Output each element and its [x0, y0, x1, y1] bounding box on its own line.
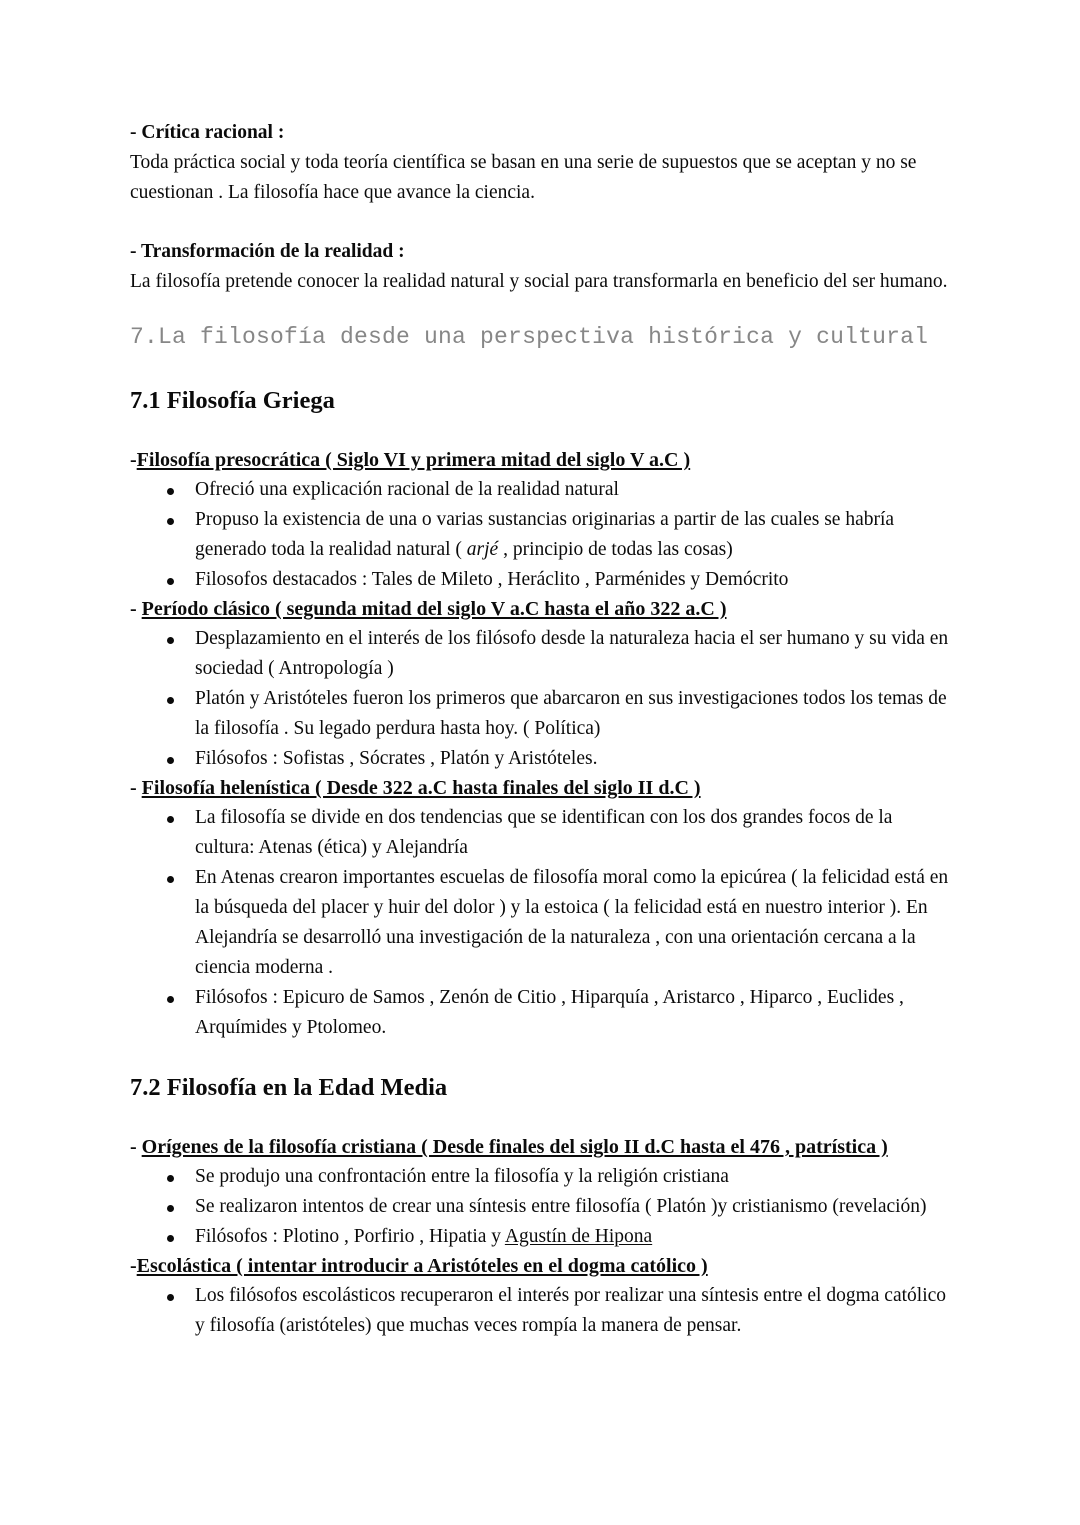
group-heading-text: Filosofía presocrática ( Siglo VI y primera mitad del siglo V a.C )	[136, 449, 691, 471]
bullet-text: Ofreció una explicación racional de la realidad natural	[195, 479, 619, 500]
bullet-list-origenes-cristiana	[130, 1162, 950, 1252]
group-heading-text: Orígenes de la filosofía cristiana ( Desde finales del siglo II d.C hasta el 476 , patrística )	[141, 1136, 888, 1158]
group-dash: -	[130, 598, 142, 620]
bullet-text: La filosofía se divide en dos tendencias que se identifican con los dos grandes focos de la cultura: Atenas (ética) y Alejandría	[195, 807, 893, 858]
bullet-text-tail: , principio de todas las cosas)	[498, 539, 733, 560]
list-item	[130, 475, 950, 505]
section-heading-7-2: 7.2 Filosofía en la Edad Media	[130, 1074, 448, 1101]
bullet-list-escolastica	[130, 1281, 950, 1341]
list-item	[130, 1162, 950, 1192]
bullet-text: Filósofos : Sofistas , Sócrates , Platón y Aristóteles.	[195, 748, 598, 769]
list-item	[130, 565, 950, 595]
list-item	[130, 1281, 950, 1341]
group-heading-presocratica	[130, 446, 950, 475]
group-heading-origenes-cristiana	[130, 1133, 950, 1162]
bullet-text: Se produjo una confrontación entre la filosofía y la religión cristiana	[195, 1166, 729, 1187]
bullet-text-italic: arjé	[466, 539, 499, 560]
bullet-list-helenistica	[130, 803, 950, 1043]
list-item	[130, 863, 950, 983]
list-item	[130, 684, 950, 744]
chapter-title: 7.La filosofía desde una perspectiva histórica y cultural	[130, 324, 929, 350]
bullet-text: Platón y Aristóteles fueron los primeros que abarcaron en sus investigaciones todos los temas de la filosofía . Su legado perdura hasta hoy. ( Política)	[195, 688, 947, 739]
group-dash: -	[130, 777, 142, 799]
spacer	[130, 417, 950, 446]
spacer	[130, 1043, 950, 1072]
group-heading-periodo-clasico	[130, 595, 950, 624]
group-dash: -	[130, 449, 137, 471]
list-item	[130, 624, 950, 684]
list-item	[130, 744, 950, 774]
group-heading-text: Filosofía helenística ( Desde 322 a.C hasta finales del siglo II d.C )	[141, 777, 701, 799]
list-item	[130, 983, 950, 1043]
group-heading-helenistica	[130, 774, 950, 803]
bullet-text: Los filósofos escolásticos recuperaron el interés por realizar una síntesis entre el dogma católico y filosofía (aristóteles) que muchas veces rompía la manera de pensar.	[195, 1285, 947, 1336]
group-dash: -	[130, 1136, 142, 1158]
spacer	[130, 297, 950, 319]
list-item	[130, 505, 950, 565]
bullet-text: Filósofos : Plotino , Porfirio , Hipatia y	[195, 1226, 505, 1247]
critica-racional-heading: - Crítica racional :	[130, 122, 285, 143]
group-heading-text: Escolástica ( intentar introducir a Aristóteles en el dogma católico )	[136, 1255, 708, 1277]
bullet-text: Filósofos : Epicuro de Samos , Zenón de Citio , Hiparquía , Aristarco , Hiparco , Euclides , Arquímides y Ptolomeo.	[195, 987, 904, 1038]
bullet-list-presocratica	[130, 475, 950, 595]
spacer	[130, 208, 950, 237]
document-body	[130, 118, 950, 1341]
bullet-text: Se realizaron intentos de crear una síntesis entre filosofía ( Platón )y cristianismo (revelación)	[195, 1196, 927, 1217]
bullet-text: Propuso la existencia de una o varias sustancias originarias a partir de las cuales se habría generado toda la realidad natural (	[195, 509, 895, 560]
spacer	[130, 1104, 950, 1133]
group-heading-text: Período clásico ( segunda mitad del siglo V a.C hasta el año 322 a.C )	[141, 598, 727, 620]
list-item	[130, 1222, 950, 1252]
bullet-text-underlined: Agustín de Hipona	[504, 1226, 653, 1247]
list-item	[130, 803, 950, 863]
transformacion-realidad-paragraph: La filosofía pretende conocer la realidad natural y social para transformarla en beneficio del ser humano.	[130, 271, 948, 292]
bullet-text: En Atenas crearon importantes escuelas de filosofía moral como la epicúrea ( la felicidad está en la búsqueda del placer y huir del dolor ) y la estoica ( la felicidad está en nuestro interior ). En Alejandría se desarrolló una investigación de la naturaleza , con una orientación cercana a la ciencia moderna .	[195, 867, 949, 978]
section-heading-7-1: 7.1 Filosofía Griega	[130, 387, 335, 414]
transformacion-realidad-heading: - Transformación de la realidad :	[130, 241, 405, 262]
critica-racional-paragraph: Toda práctica social y toda teoría científica se basan en una serie de supuestos que se aceptan y no se cuestionan . La filosofía hace que avance la ciencia.	[130, 152, 917, 203]
bullet-text: Desplazamiento en el interés de los filósofo desde la naturaleza hacia el ser humano y su vida en sociedad ( Antropología )	[195, 628, 949, 679]
bullet-list-periodo-clasico	[130, 624, 950, 774]
spacer	[130, 356, 950, 385]
group-dash: -	[130, 1255, 137, 1277]
group-heading-escolastica	[130, 1252, 950, 1281]
list-item	[130, 1192, 950, 1222]
bullet-text: Filosofos destacados : Tales de Mileto , Heráclito , Parménides y Demócrito	[195, 569, 789, 590]
